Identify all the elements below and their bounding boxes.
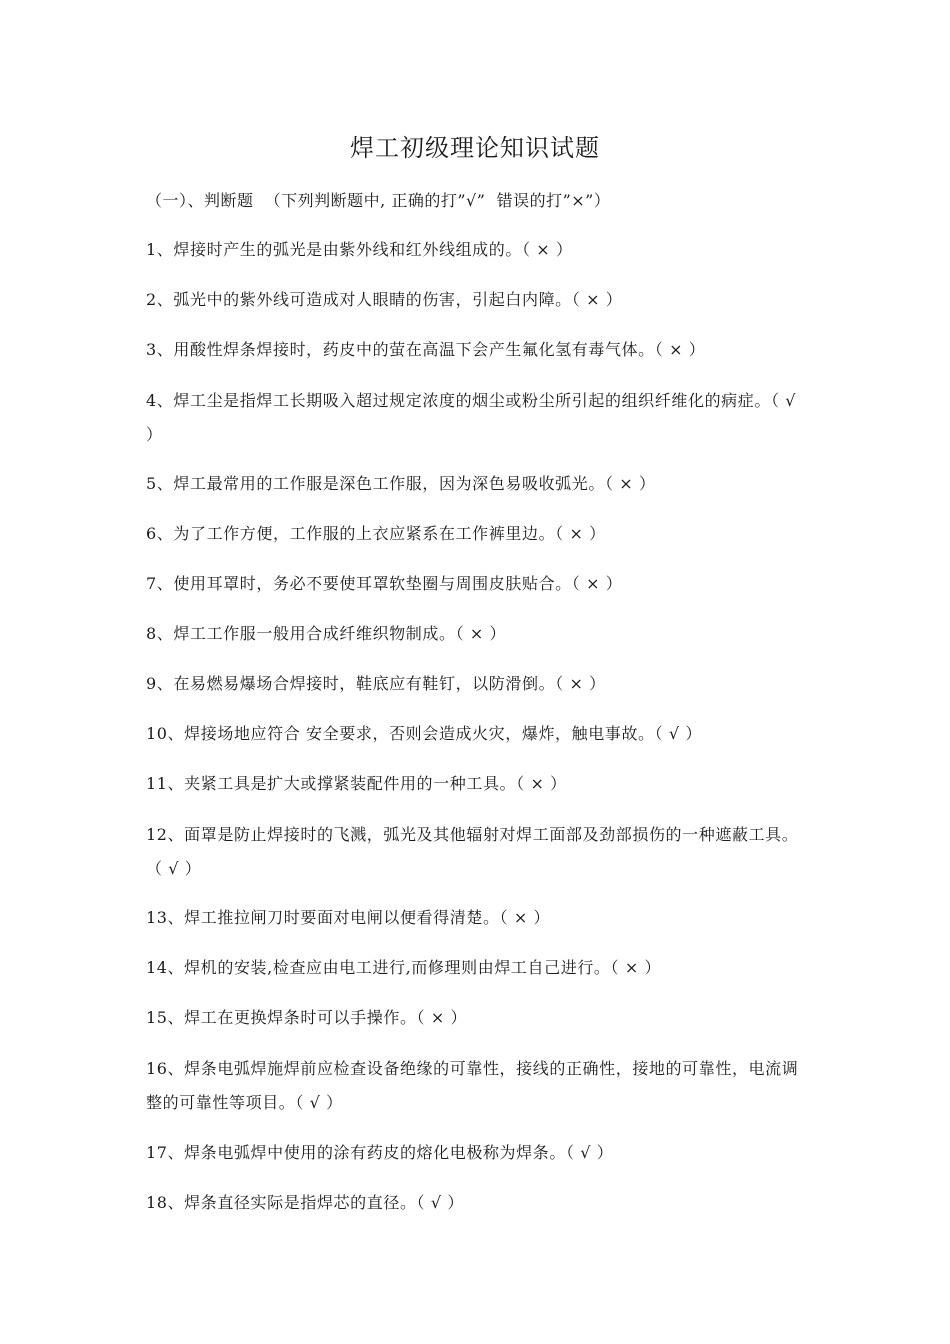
question-item: 3、用酸性焊条焊接时，药皮中的萤在高温下会产生氟化氢有毒气体。（ × ） xyxy=(146,340,706,359)
question-item: 8、焊工工作服一般用合成纤维织物制成。（ × ） xyxy=(146,624,507,643)
question-item: 4、焊工尘是指焊工长期吸入超过规定浓度的烟尘或粉尘所引起的组织纤维化的病症。（ √ ） xyxy=(146,391,797,444)
question-item: 18、焊条直径实际是指焊芯的直径。（ √ ） xyxy=(146,1193,464,1212)
question-item: 10、焊接场地应符合 安全要求，否则会造成火灾，爆炸，触电事故。（ √ ） xyxy=(146,724,703,743)
section-heading: （一）、判断题 （下列判断题中, 正确的打”√” 错误的打”×”） xyxy=(146,191,611,210)
question-item: 12、面罩是防止焊接时的飞溅，弧光及其他辐射对焊工面部及劲部损伤的一种遮蔽工具。（ √ ） xyxy=(146,825,799,878)
question-item: 16、焊条电弧焊施焊前应检查设备绝缘的可靠性，接线的正确性，接地的可靠性，电流调整的可靠性等项目。（ √ ） xyxy=(146,1059,799,1112)
question-item: 15、焊工在更换焊条时可以手操作。（ × ） xyxy=(146,1008,468,1027)
page-title: 焊工初级理论知识试题 xyxy=(350,134,600,162)
question-item: 13、焊工推拉闸刀时要面对电闸以便看得清楚。（ × ） xyxy=(146,908,551,927)
question-item: 5、焊工最常用的工作服是深色工作服，因为深色易吸收弧光。（ × ） xyxy=(146,474,656,493)
question-item: 2、弧光中的紫外线可造成对人眼睛的伤害，引起白内障。（ × ） xyxy=(146,290,623,309)
question-item: 14、焊机的安装,检查应由电工进行,而修理则由焊工自己进行。（ × ） xyxy=(146,958,662,977)
question-item: 1、焊接时产生的弧光是由紫外线和红外线组成的。（ × ） xyxy=(146,240,573,259)
question-item: 9、在易燃易爆场合焊接时，鞋底应有鞋钉，以防滑倒。（ × ） xyxy=(146,674,606,693)
question-item: 11、夹紧工具是扩大或撑紧装配件用的一种工具。（ × ） xyxy=(146,774,567,793)
question-item: 7、使用耳罩时，务必不要使耳罩软垫圈与周围皮肤贴合。（ × ） xyxy=(146,574,623,593)
question-item: 17、焊条电弧焊中使用的涂有药皮的熔化电极称为焊条。（ √ ） xyxy=(146,1143,614,1162)
question-item: 6、为了工作方便，工作服的上衣应紧系在工作裤里边。（ × ） xyxy=(146,524,606,543)
